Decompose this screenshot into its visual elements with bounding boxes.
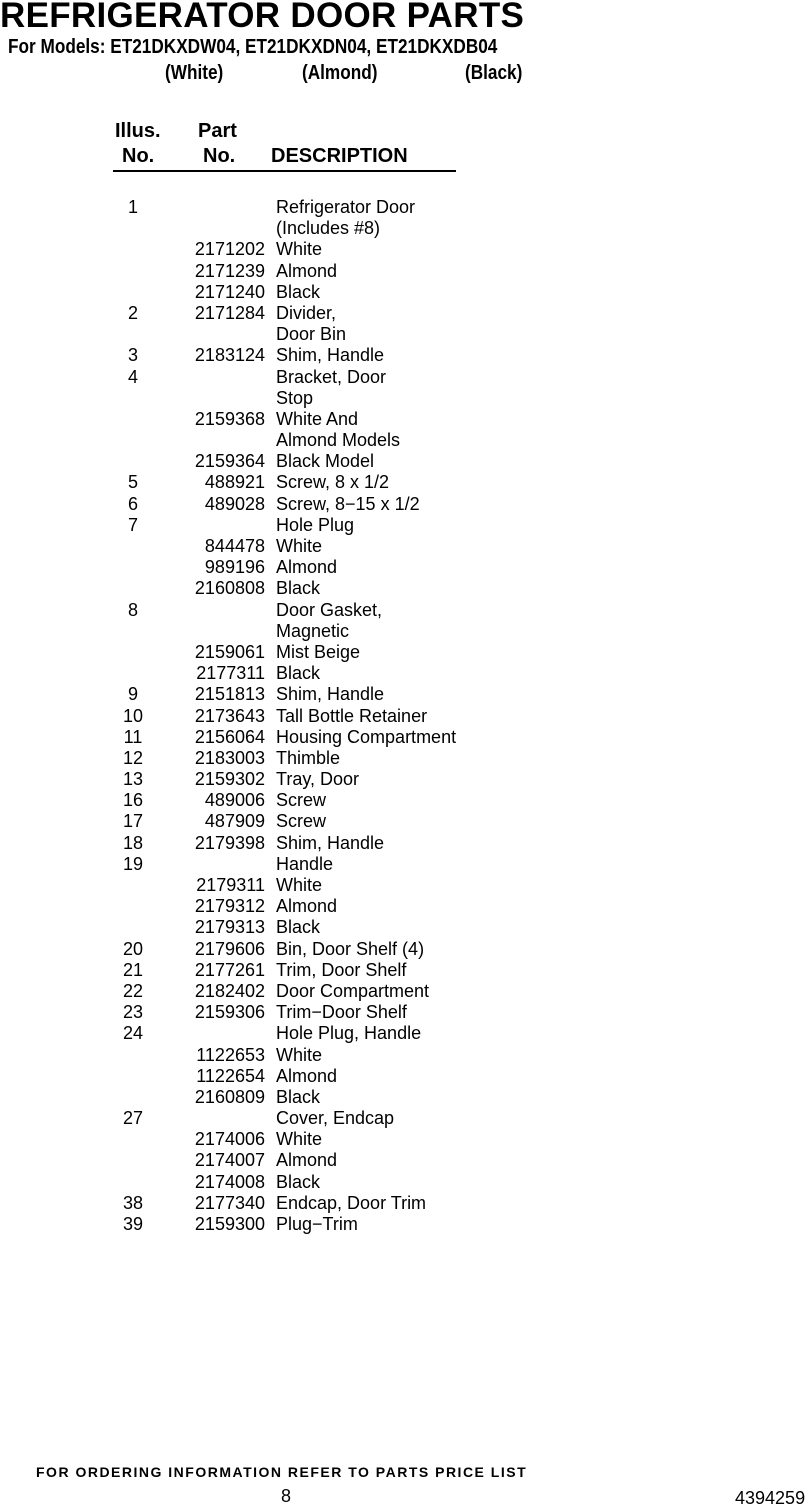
part-number: 2182402 (194, 980, 265, 1001)
parts-row (0, 472, 811, 493)
parts-row (0, 1172, 811, 1193)
parts-row (0, 324, 811, 345)
parts-row (0, 1214, 811, 1235)
parts-row (0, 642, 811, 663)
part-number: 2171202 (194, 239, 265, 260)
part-number: 2179312 (194, 896, 265, 917)
parts-row (0, 600, 811, 621)
part-number: 2179398 (194, 832, 265, 853)
part-description: Almond (276, 557, 338, 578)
parts-row (0, 1066, 811, 1087)
part-description: White (276, 536, 323, 556)
parts-row (0, 578, 811, 599)
parts-row (0, 917, 811, 938)
illus-number: 2 (127, 302, 138, 323)
part-description: Black (276, 578, 321, 599)
part-number: 2179606 (194, 938, 265, 959)
parts-row (0, 494, 811, 515)
header-rule (113, 170, 456, 172)
illus-number: 1 (127, 197, 138, 217)
part-description: Black (276, 281, 321, 302)
part-number: 2174006 (194, 1129, 265, 1150)
header-description: DESCRIPTION (271, 145, 408, 167)
page-number: 8 (281, 1486, 292, 1506)
illus-number: 21 (122, 959, 144, 980)
part-description: Screw, 8−15 x 1/2 (276, 493, 420, 514)
part-number: 2179313 (194, 917, 265, 938)
part-description: Bracket, Door (276, 366, 387, 387)
part-number: 2151813 (194, 684, 265, 705)
part-description: Black (276, 917, 321, 938)
part-description: Almond (276, 896, 338, 917)
part-description: Door Gasket, (276, 599, 383, 620)
part-number: 2183003 (194, 747, 265, 768)
parts-row (0, 621, 811, 642)
part-number: 989196 (204, 557, 265, 578)
part-description: Almond (276, 260, 338, 281)
parts-row (0, 1193, 811, 1214)
part-description: Housing Compartment (276, 726, 457, 747)
parts-row (0, 706, 811, 727)
illus-number: 23 (122, 1002, 144, 1023)
part-description: Stop (276, 387, 314, 408)
illus-number: 5 (127, 472, 138, 493)
parts-row (0, 1045, 811, 1066)
part-description: White (276, 1044, 323, 1065)
part-description: Door Bin (276, 324, 347, 345)
part-number: 2173643 (194, 705, 265, 726)
part-number: 2171239 (194, 260, 265, 281)
parts-row (0, 684, 811, 705)
parts-row (0, 367, 811, 388)
part-description: Almond Models (276, 430, 401, 451)
part-number: 2159061 (194, 641, 265, 662)
part-description: Shim, Handle (276, 345, 385, 366)
parts-row (0, 557, 811, 578)
part-description: Screw (276, 811, 327, 832)
part-number: 2159368 (194, 408, 265, 429)
ordering-note: FOR ORDERING INFORMATION REFER TO PARTS PRICE LIST (36, 1464, 528, 1480)
part-number: 1122654 (196, 1065, 265, 1086)
parts-row (0, 896, 811, 917)
part-description: Hole Plug (276, 514, 355, 535)
parts-row (0, 1150, 811, 1171)
page-title: REFRIGERATOR DOOR PARTS (0, 0, 525, 35)
part-description: Plug−Trim (276, 1214, 358, 1234)
part-description: Almond (276, 1150, 338, 1171)
part-number: 2171284 (194, 302, 265, 323)
part-number: 2159300 (194, 1214, 265, 1234)
part-description: Black (276, 1086, 321, 1107)
part-number: 2160808 (194, 578, 265, 599)
illus-number: 27 (122, 1108, 144, 1129)
part-description: Cover, Endcap (276, 1108, 395, 1129)
part-number: 2159306 (194, 1002, 265, 1023)
illus-number: 13 (122, 769, 144, 790)
part-description: Trim, Door Shelf (276, 959, 407, 980)
part-number: 2159364 (194, 451, 265, 472)
part-number: 2177261 (194, 959, 265, 980)
parts-row (0, 875, 811, 896)
part-description: Screw (276, 790, 327, 811)
part-number: 844478 (204, 536, 265, 556)
parts-row (0, 515, 811, 536)
part-number: 2177340 (194, 1192, 265, 1213)
header-part-line1: Part (198, 120, 237, 142)
parts-row (0, 833, 811, 854)
parts-row (0, 536, 811, 557)
parts-row (0, 451, 811, 472)
illus-number: 17 (122, 811, 144, 832)
parts-row (0, 939, 811, 960)
part-description: Almond (276, 1065, 338, 1086)
part-description: Bin, Door Shelf (4) (276, 938, 425, 959)
header-illus-line1: Illus. (115, 120, 161, 142)
color-label-black: (Black) (465, 62, 523, 84)
illus-number: 10 (122, 705, 144, 726)
illus-number: 11 (123, 726, 143, 747)
parts-row (0, 430, 811, 451)
part-number: 2171240 (194, 281, 265, 302)
part-number: 2177311 (196, 663, 265, 684)
parts-row (0, 1002, 811, 1023)
parts-row (0, 727, 811, 748)
parts-row (0, 790, 811, 811)
part-description: White (276, 1129, 323, 1150)
parts-row (0, 303, 811, 324)
parts-row (0, 388, 811, 409)
part-description: Black (276, 1171, 321, 1192)
part-description: Door Compartment (276, 980, 430, 1001)
illus-number: 39 (122, 1214, 144, 1234)
part-description: Trim−Door Shelf (276, 1002, 407, 1023)
part-number: 2183124 (194, 345, 265, 366)
parts-row (0, 239, 811, 260)
part-description: Thimble (276, 747, 341, 768)
part-number: 489006 (204, 790, 265, 811)
parts-row (0, 960, 811, 981)
part-description: White (276, 239, 323, 260)
parts-row (0, 811, 811, 832)
parts-row (0, 1087, 811, 1108)
part-description: Mist Beige (276, 641, 361, 662)
part-number: 1122653 (196, 1044, 265, 1065)
part-number: 488921 (204, 472, 265, 493)
part-description: White And (276, 408, 359, 429)
parts-list (0, 197, 811, 1235)
part-number: 2156064 (194, 726, 265, 747)
document-number: 4394259 (735, 1488, 806, 1508)
illus-number: 6 (127, 493, 138, 514)
models-line: For Models: ET21DKXDW04, ET21DKXDN04, ET21DKXDB04 (8, 36, 498, 58)
illus-number: 12 (122, 747, 144, 768)
part-description: Screw, 8 x 1/2 (276, 472, 390, 493)
part-description: Refrigerator Door (276, 197, 416, 217)
parts-row (0, 769, 811, 790)
illus-number: 18 (122, 832, 144, 853)
part-number: 2159302 (194, 769, 265, 790)
part-description: Black Model (276, 451, 375, 472)
part-description: Hole Plug, Handle (276, 1023, 422, 1044)
illus-number: 19 (122, 853, 144, 874)
parts-row (0, 854, 811, 875)
part-description: (Includes #8) (276, 218, 381, 239)
parts-row (0, 409, 811, 430)
illus-number: 20 (122, 938, 144, 959)
illus-number: 9 (127, 684, 138, 705)
part-number: 487909 (204, 811, 265, 832)
parts-row (0, 282, 811, 303)
part-description: Handle (276, 853, 334, 874)
part-number: 2179311 (196, 875, 265, 895)
part-number: 2160809 (194, 1086, 265, 1107)
part-description: Magnetic (276, 620, 350, 641)
illus-number: 7 (127, 514, 138, 535)
header-illus-line2: No. (122, 145, 155, 167)
parts-row (0, 1108, 811, 1129)
parts-row (0, 981, 811, 1002)
illus-number: 16 (122, 790, 144, 811)
part-description: Black (276, 663, 321, 684)
parts-row (0, 663, 811, 684)
illus-number: 22 (122, 980, 144, 1001)
part-number: 2174008 (194, 1171, 265, 1192)
part-description: White (276, 875, 323, 895)
header-part-line2: No. (203, 145, 236, 167)
parts-row (0, 345, 811, 366)
parts-row (0, 1129, 811, 1150)
part-description: Shim, Handle (276, 684, 385, 705)
part-number: 2174007 (194, 1150, 265, 1171)
part-description: Endcap, Door Trim (276, 1192, 427, 1213)
part-description: Tray, Door (276, 769, 360, 790)
illus-number: 8 (127, 599, 138, 620)
illus-number: 3 (127, 345, 138, 366)
part-description: Shim, Handle (276, 832, 385, 853)
illus-number: 24 (122, 1023, 144, 1044)
parts-row (0, 261, 811, 282)
part-number: 489028 (204, 493, 265, 514)
color-label-white: (White) (165, 62, 224, 84)
part-description: Tall Bottle Retainer (276, 705, 428, 726)
parts-row (0, 748, 811, 769)
illus-number: 4 (127, 366, 138, 387)
parts-row (0, 1023, 811, 1044)
color-label-almond: (Almond) (302, 62, 378, 84)
parts-row (0, 197, 811, 218)
part-description: Divider, (276, 302, 337, 323)
parts-row (0, 218, 811, 239)
illus-number: 38 (122, 1192, 144, 1213)
